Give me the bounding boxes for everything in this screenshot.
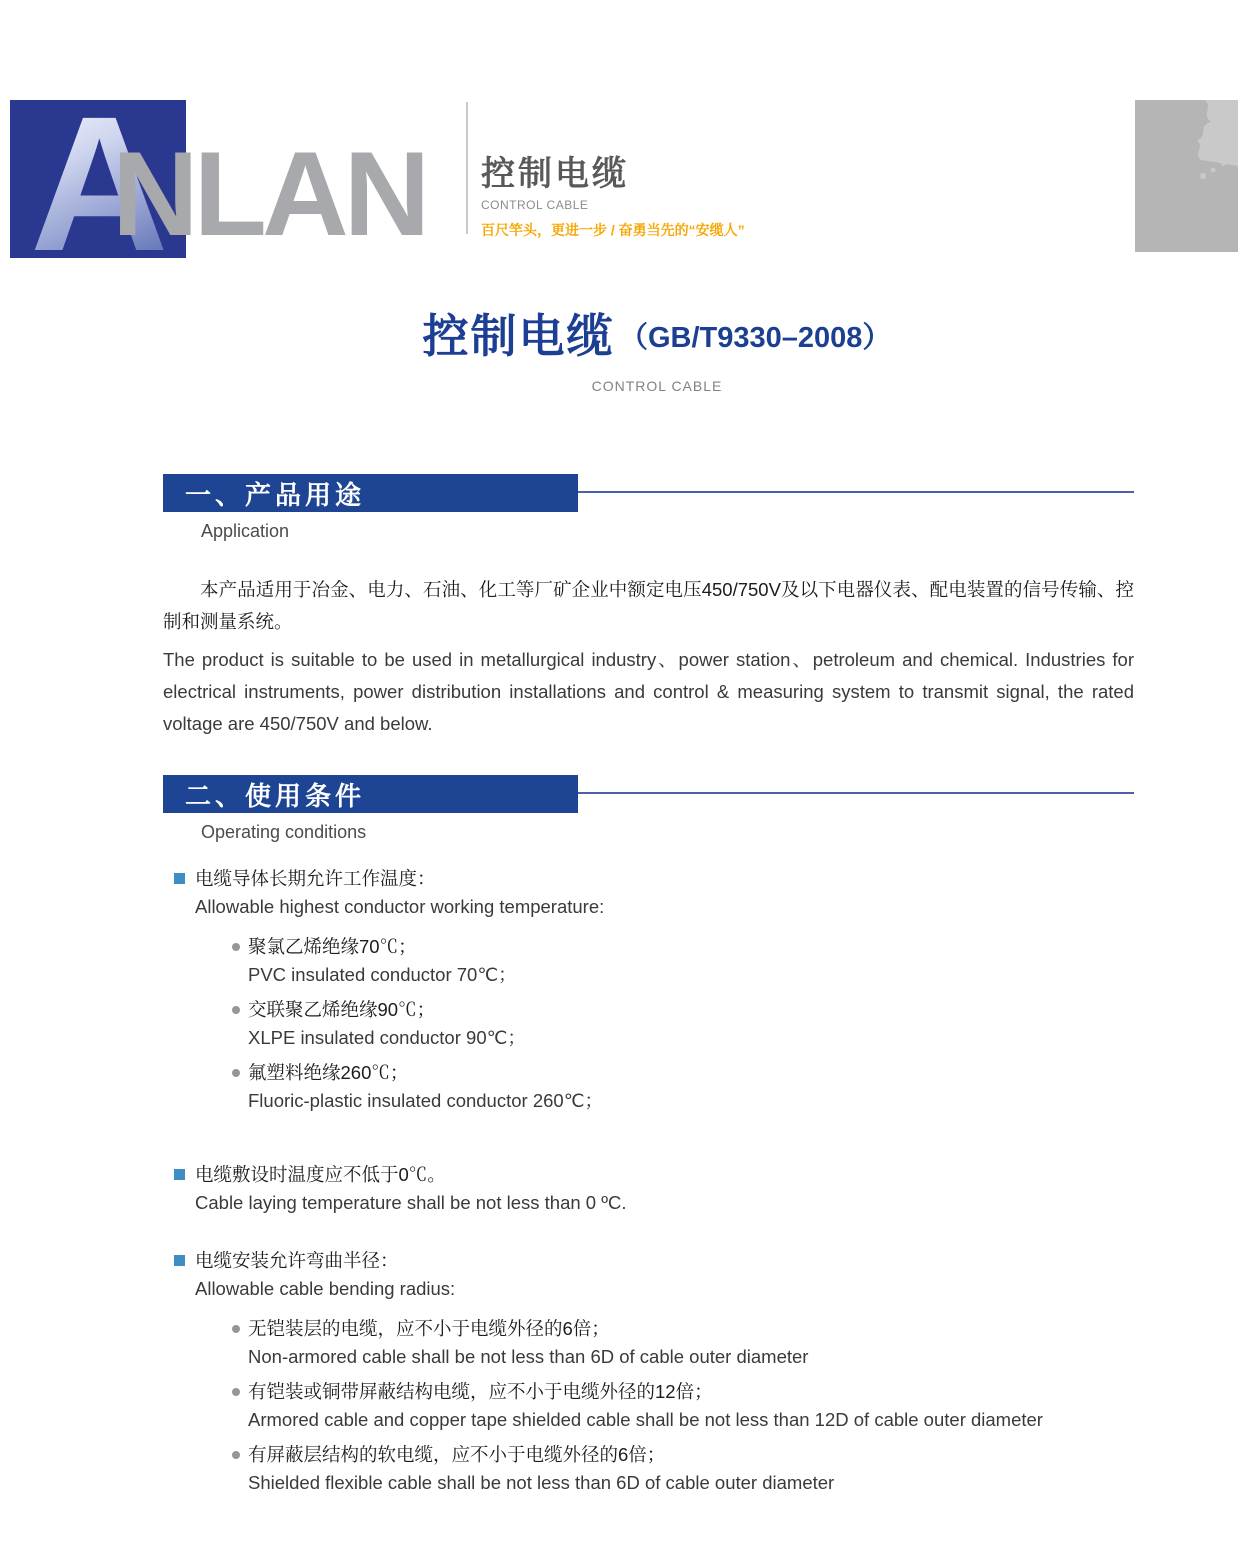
- dot-bullet-icon: [232, 1069, 240, 1077]
- sublist-item-armored: [232, 1378, 1134, 1434]
- list-item-bending-radius: [163, 1247, 1134, 1497]
- subitem-line-cn: [232, 933, 1134, 961]
- item-text-en: Cable laying temperature shall be not less than 0 ºC.: [195, 1192, 627, 1213]
- page-title: [76, 300, 1238, 366]
- square-bullet-icon: [174, 873, 185, 884]
- subitem-text-en: Armored cable and copper tape shielded cable shall be not less than 12D of cable outer diameter: [248, 1409, 1043, 1430]
- dot-bullet-icon: [232, 943, 240, 951]
- sublist-bending-radius: [232, 1315, 1134, 1497]
- list-item-line-cn: [163, 1161, 1134, 1189]
- section-application-title: 一、产品用途: [185, 479, 366, 510]
- section-rule: [578, 491, 1134, 493]
- page-subtitle: CONTROL CABLE: [591, 378, 723, 394]
- subitem-text-cn: 有铠装或铜带屏蔽结构电缆，应不小于电缆外径的12倍；: [248, 1381, 713, 1402]
- header-divider: [466, 102, 468, 234]
- application-paragraph-cn: 本产品适用于冶金、电力、石油、化工等厂矿企业中额定电压450/750V及以下电器仪表、配电装置的信号传输、控制和测量系统。: [163, 579, 1134, 632]
- subitem-line-cn: [232, 1378, 1134, 1406]
- sublist-item-pvc: [232, 933, 1134, 989]
- logo-letter-a: A: [30, 76, 169, 291]
- list-item-working-temperature: [163, 865, 1134, 1115]
- list-item-line-cn: [163, 865, 1134, 893]
- subitem-line-cn: [232, 1315, 1134, 1343]
- subitem-text-en: XLPE insulated conductor 90℃；: [248, 1027, 526, 1048]
- application-paragraph-en: The product is suitable to be used in metallurgical industry、power station、petroleum and chemical. Industries for electrical instruments, power distribution installations and control & measuring system to transmit signal, the rated voltage are 450/750V and below.: [163, 649, 1134, 734]
- subitem-text-en: Fluoric-plastic insulated conductor 260℃；: [248, 1090, 603, 1111]
- subitem-text-cn: 聚氯乙烯绝缘70℃；: [248, 936, 417, 957]
- dot-bullet-icon: [232, 1451, 240, 1459]
- section-conditions-header: [163, 775, 1134, 813]
- header-product-title: 控制电缆: [481, 155, 629, 193]
- sublist-item-shielded-flexible: [232, 1441, 1134, 1497]
- section-conditions-title: 二、使用条件: [185, 780, 366, 811]
- page-title-standard: （GB/T9330–2008）: [619, 322, 892, 354]
- section-application-subtitle: Application: [201, 521, 290, 541]
- subitem-text-cn: 交联聚乙烯绝缘90℃；: [248, 999, 436, 1020]
- page-title-cn: 控制电缆: [422, 310, 615, 362]
- section-rule: [578, 792, 1134, 794]
- subitem-text-cn: 有屏蔽层结构的软电缆，应不小于电缆外径的6倍；: [248, 1444, 666, 1465]
- section-conditions-subtitle: Operating conditions: [201, 822, 367, 842]
- sublist-item-fluoric: [232, 1059, 1134, 1115]
- item-text-en: Allowable cable bending radius:: [195, 1278, 456, 1299]
- section-conditions-bar: [163, 775, 578, 813]
- conditions-list: [163, 865, 1134, 1497]
- subitem-line-cn: [232, 996, 1134, 1024]
- list-item-line-cn: [163, 1247, 1134, 1275]
- dot-bullet-icon: [232, 1388, 240, 1396]
- logo-wordmark: NLAN: [112, 127, 426, 261]
- header-tagline: 百尺竿头，更进一步 / 奋勇当先的“安缆人”: [481, 222, 745, 238]
- dot-bullet-icon: [232, 1325, 240, 1333]
- section-application: [163, 474, 1134, 740]
- square-bullet-icon: [174, 1169, 185, 1180]
- leaf-pattern-icon: [1135, 100, 1238, 252]
- page-title-block: [76, 300, 1238, 394]
- item-text-cn: 电缆敷设时温度应不低于0℃。: [195, 1164, 446, 1185]
- section-application-bar: [163, 474, 578, 512]
- dot-bullet-icon: [232, 1006, 240, 1014]
- subitem-text-en: Non-armored cable shall be not less than 6D of cable outer diameter: [248, 1346, 809, 1367]
- list-item-laying-temperature: [163, 1161, 1134, 1217]
- square-bullet-icon: [174, 1255, 185, 1266]
- section-operating-conditions: [163, 775, 1134, 1504]
- header-product-subtitle: CONTROL CABLE: [481, 198, 589, 212]
- header-product-block: [481, 146, 745, 240]
- subitem-text-cn: 氟塑料绝缘260℃；: [248, 1062, 409, 1083]
- subitem-line-cn: [232, 1441, 1134, 1469]
- subitem-text-cn: 无铠装层的电缆，应不小于电缆外径的6倍；: [248, 1318, 610, 1339]
- subitem-line-cn: [232, 1059, 1134, 1087]
- subitem-text-en: Shielded flexible cable shall be not less than 6D of cable outer diameter: [248, 1472, 835, 1493]
- item-text-cn: 电缆导体长期允许工作温度：: [195, 868, 436, 889]
- item-text-en: Allowable highest conductor working temperature:: [195, 896, 605, 917]
- item-text-cn: 电缆安装允许弯曲半径：: [195, 1250, 399, 1271]
- corner-decoration-image: [1135, 100, 1238, 252]
- sublist-item-non-armored: [232, 1315, 1134, 1371]
- section-application-header: [163, 474, 1134, 512]
- subitem-text-en: PVC insulated conductor 70℃；: [248, 964, 517, 985]
- sublist-item-xlpe: [232, 996, 1134, 1052]
- sublist-insulation-types: [232, 933, 1134, 1115]
